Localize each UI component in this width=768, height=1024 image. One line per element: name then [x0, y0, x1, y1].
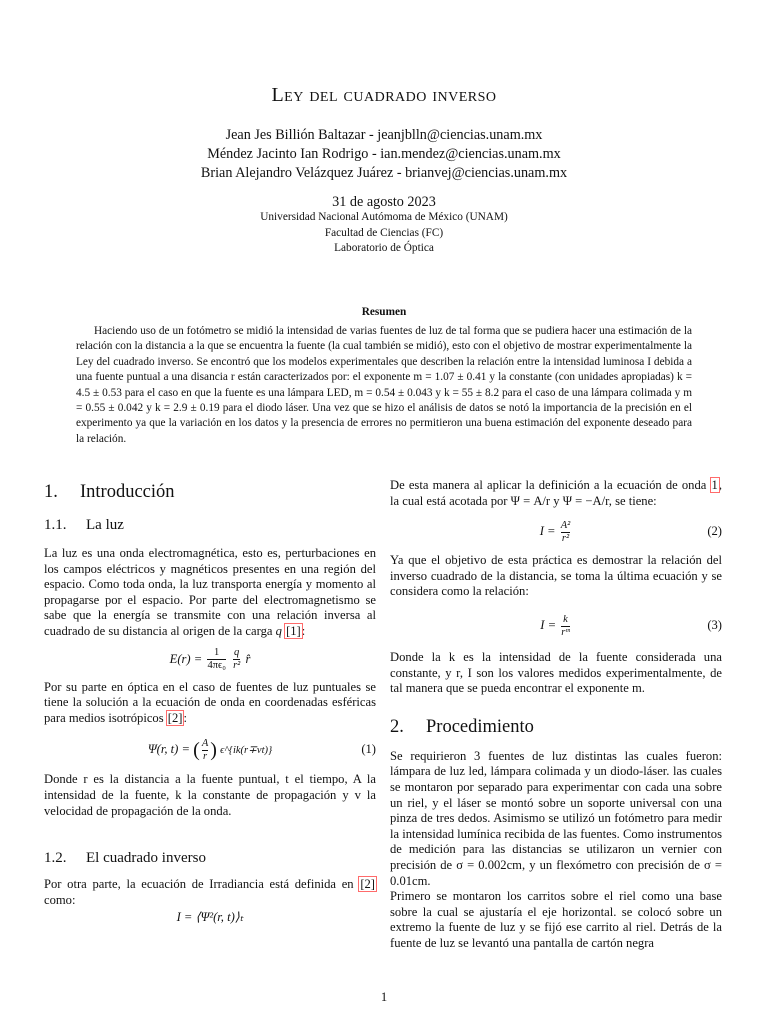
citation-link[interactable]: [2] [167, 710, 183, 725]
unit-vector: r̂ [245, 651, 251, 666]
left-column [44, 478, 376, 928]
equation-text: I = ⟨Ψ²(r, t)⟩ₜ [176, 910, 244, 925]
equation-1: Ψ(r, t) = ( $\frac{A}{r}$ ) ϵ^{ik(r∓vt)} (1) [44, 726, 376, 772]
paragraph-text: Por otra parte, la ecuación de Irradiancia está definida en [44, 877, 354, 892]
paragraph: Donde la k es la intensidad de la fuente considerada una constante, y r, I son los valores medidos experimentalmente, de tal manera que se pueda encontrar el exponente m. [390, 649, 722, 696]
author-line: Méndez Jacinto Ian Rodrigo - ian.mendez@ciencias.unam.mx [207, 146, 561, 162]
subsection-title: El cuadrado inverso [86, 850, 206, 867]
frac-den: r² [233, 660, 241, 672]
abstract-text: Haciendo uso de un fotómetro se midió la intensidad de varias fuentes de luz de tal forma que se pudiera hacer una estimación de la relación con la distancia a la que se encuentra la fuente (la cual también se midió), esto con el objetivo de mostrar experimentalmente la Ley del cuadrado inverso. Se encontró que los modelos experimentales que describen la relación entre la intensidad luminosa I debida a una fuente puntual a una disancia r están caracterizados por: el exponente m = 1.07 ± 0.41 y la constante (con unidades apropiadas) k = 4.5 ± 0.53 para el caso en que la fuente es una lámpara LED, m = 0.54 ± 0.043 y k = 55 ± 8.2 para el caso de una lámpara colimada y m = 0.55 ± 0.042 y k = 2.9 ± 0.19 para el diodo láser. Una vez que se hizo el análisis de datos se notó la importancia de la precisión en el experimento ya que la variación en los datos y la presencia de errores no permitieron una buena estimación del exponente deseado para la relación. [76, 325, 692, 445]
fraction [233, 647, 240, 672]
frac-den: r² [561, 532, 570, 544]
author-line: Brian Alejandro Velázquez Juárez - brianvej@ciencias.unam.mx [200, 165, 568, 181]
citation-link[interactable]: [1] [286, 623, 301, 638]
affiliation-line: Universidad Nacional Autómoma de México (UNAM) [260, 211, 508, 223]
frac-den: 4πϵ₀ [207, 660, 226, 672]
equation-2 [390, 509, 722, 553]
section-title: Procedimiento [426, 716, 534, 737]
frac-den: r [203, 750, 208, 762]
citation-link[interactable]: [2] [360, 877, 375, 892]
frac-den: rᵐ [561, 626, 570, 638]
paragraph: Se requirieron 3 fuentes de luz distintas las cuales fueron: lámpara de luz led, lámpara colimada y un diodo-láser. las cuales se montaron por separado para experimentar con cada una sobre un riel, y el láser se montó sobre un soporte universal con una pinza de tres dedos. Asimismo se utilizó un fotómetro para medir la intensidad lumínica recibida de las fuentes. Como instrumentos de medición para las distancias se utilizaron un vernier con precisión de σ = 0.002cm, y un flexómetro con precisión de σ = 0.01cm. [390, 748, 722, 888]
author-line: Jean Jes Billión Baltazar - jeanjblln@ciencias.unam.mx [225, 127, 543, 143]
fraction [561, 614, 569, 639]
frac-num: q [234, 647, 240, 659]
equation-link[interactable]: 1 [711, 478, 718, 492]
equation-field [44, 640, 376, 680]
equation-number: (1) [361, 742, 376, 757]
punctuation: : [183, 710, 187, 725]
paragraph-text: La luz es una onda electromagnética, esto es, perturbaciones en los campos eléctricos y magnéticos presentes en una región del espacio. Como toda onda, la luz transporta energía y momento al propagarse por el espacio. Por parte del electromagnetismo se sabe que la energía se transmite con una relación inversa al cuadrado de su distancia al origen de la carga [44, 546, 376, 638]
equation-lhs: I = [539, 524, 556, 539]
frac-num: k [563, 613, 568, 625]
paragraph-text: , la cual está acotada por Ψ = A/r y Ψ = −A/r, se tiene: [390, 478, 722, 508]
subsection-title: La luz [86, 517, 124, 533]
paper-date: 31 de agosto 2023 [332, 194, 436, 210]
paragraph [44, 877, 376, 908]
paragraph: Donde r es la distancia a la fuente puntual, t el tiempo, A la intensidad de la fuente, k la constante de propagación y v la velocidad de propagación de la onda. [44, 772, 376, 818]
subsection-heading-la-luz [44, 514, 376, 536]
paragraph: Ya que el objetivo de esta práctica es demostrar la relación del inverso cuadrado de la distancia, se toma la última ecuación y se considera como la relación: [390, 553, 722, 599]
equation-3 [390, 600, 722, 650]
math-var: q [275, 623, 282, 638]
frac-num: A² [560, 519, 571, 531]
frac-num: 1 [214, 647, 220, 659]
paragraph-text: como: [44, 892, 76, 907]
paper-title: Ley del cuadrado inverso [271, 84, 497, 106]
page-number: 1 [380, 990, 388, 1004]
equation-number: (2) [707, 524, 722, 539]
equation-rhs: ϵ^{ik(r∓vt)} [220, 745, 273, 757]
section-number: 2. [390, 716, 404, 737]
section-number: 1. [44, 482, 58, 502]
affiliation-line: Facultad de Ciencias (FC) [324, 226, 444, 239]
affiliation-list [0, 210, 768, 257]
fraction [207, 647, 225, 672]
fraction [561, 520, 571, 545]
equation-lhs: Ψ(r, t) = [147, 742, 191, 757]
paragraph-text: De esta manera al aplicar la definición a la ecuación de onda [390, 478, 707, 492]
subsection-number: 1.2. [44, 850, 67, 867]
subsection-heading-cuadrado-inverso [44, 847, 376, 869]
fraction [202, 738, 208, 763]
equation-lhs: E(r) = [169, 651, 203, 666]
equation-number: (3) [707, 617, 722, 632]
author-list [0, 126, 768, 183]
paragraph-text: Por su parte en óptica en el caso de fuentes de luz puntuales se tiene la solución a la ecuación de onda en coordenadas esféricas para medios isotrópicos [44, 679, 376, 725]
section-heading-procedimiento [390, 713, 722, 741]
equation-irradiance [44, 908, 376, 928]
paragraph [44, 680, 376, 727]
frac-num: A [201, 737, 209, 749]
punctuation: : [301, 623, 306, 638]
equation-lhs: I = [540, 617, 557, 632]
section-heading-introduccion [44, 478, 376, 506]
paragraph: Primero se montaron los carritos sobre el riel como una base sobre la cual se ajustaría el eje horizontal. se colocó sobre un extremo la fuente de luz y se fijó ese carrito al riel. Detrás de la fuente de luz se levantó una pantalla de cartón negra [390, 889, 722, 950]
section-title: Introducción [80, 482, 175, 502]
paragraph [44, 546, 376, 640]
right-column [390, 478, 722, 951]
paragraph [390, 478, 722, 509]
subsection-number: 1.1. [44, 517, 67, 533]
abstract-heading: Resumen [361, 306, 407, 318]
affiliation-line: Laboratorio de Óptica [334, 242, 434, 254]
